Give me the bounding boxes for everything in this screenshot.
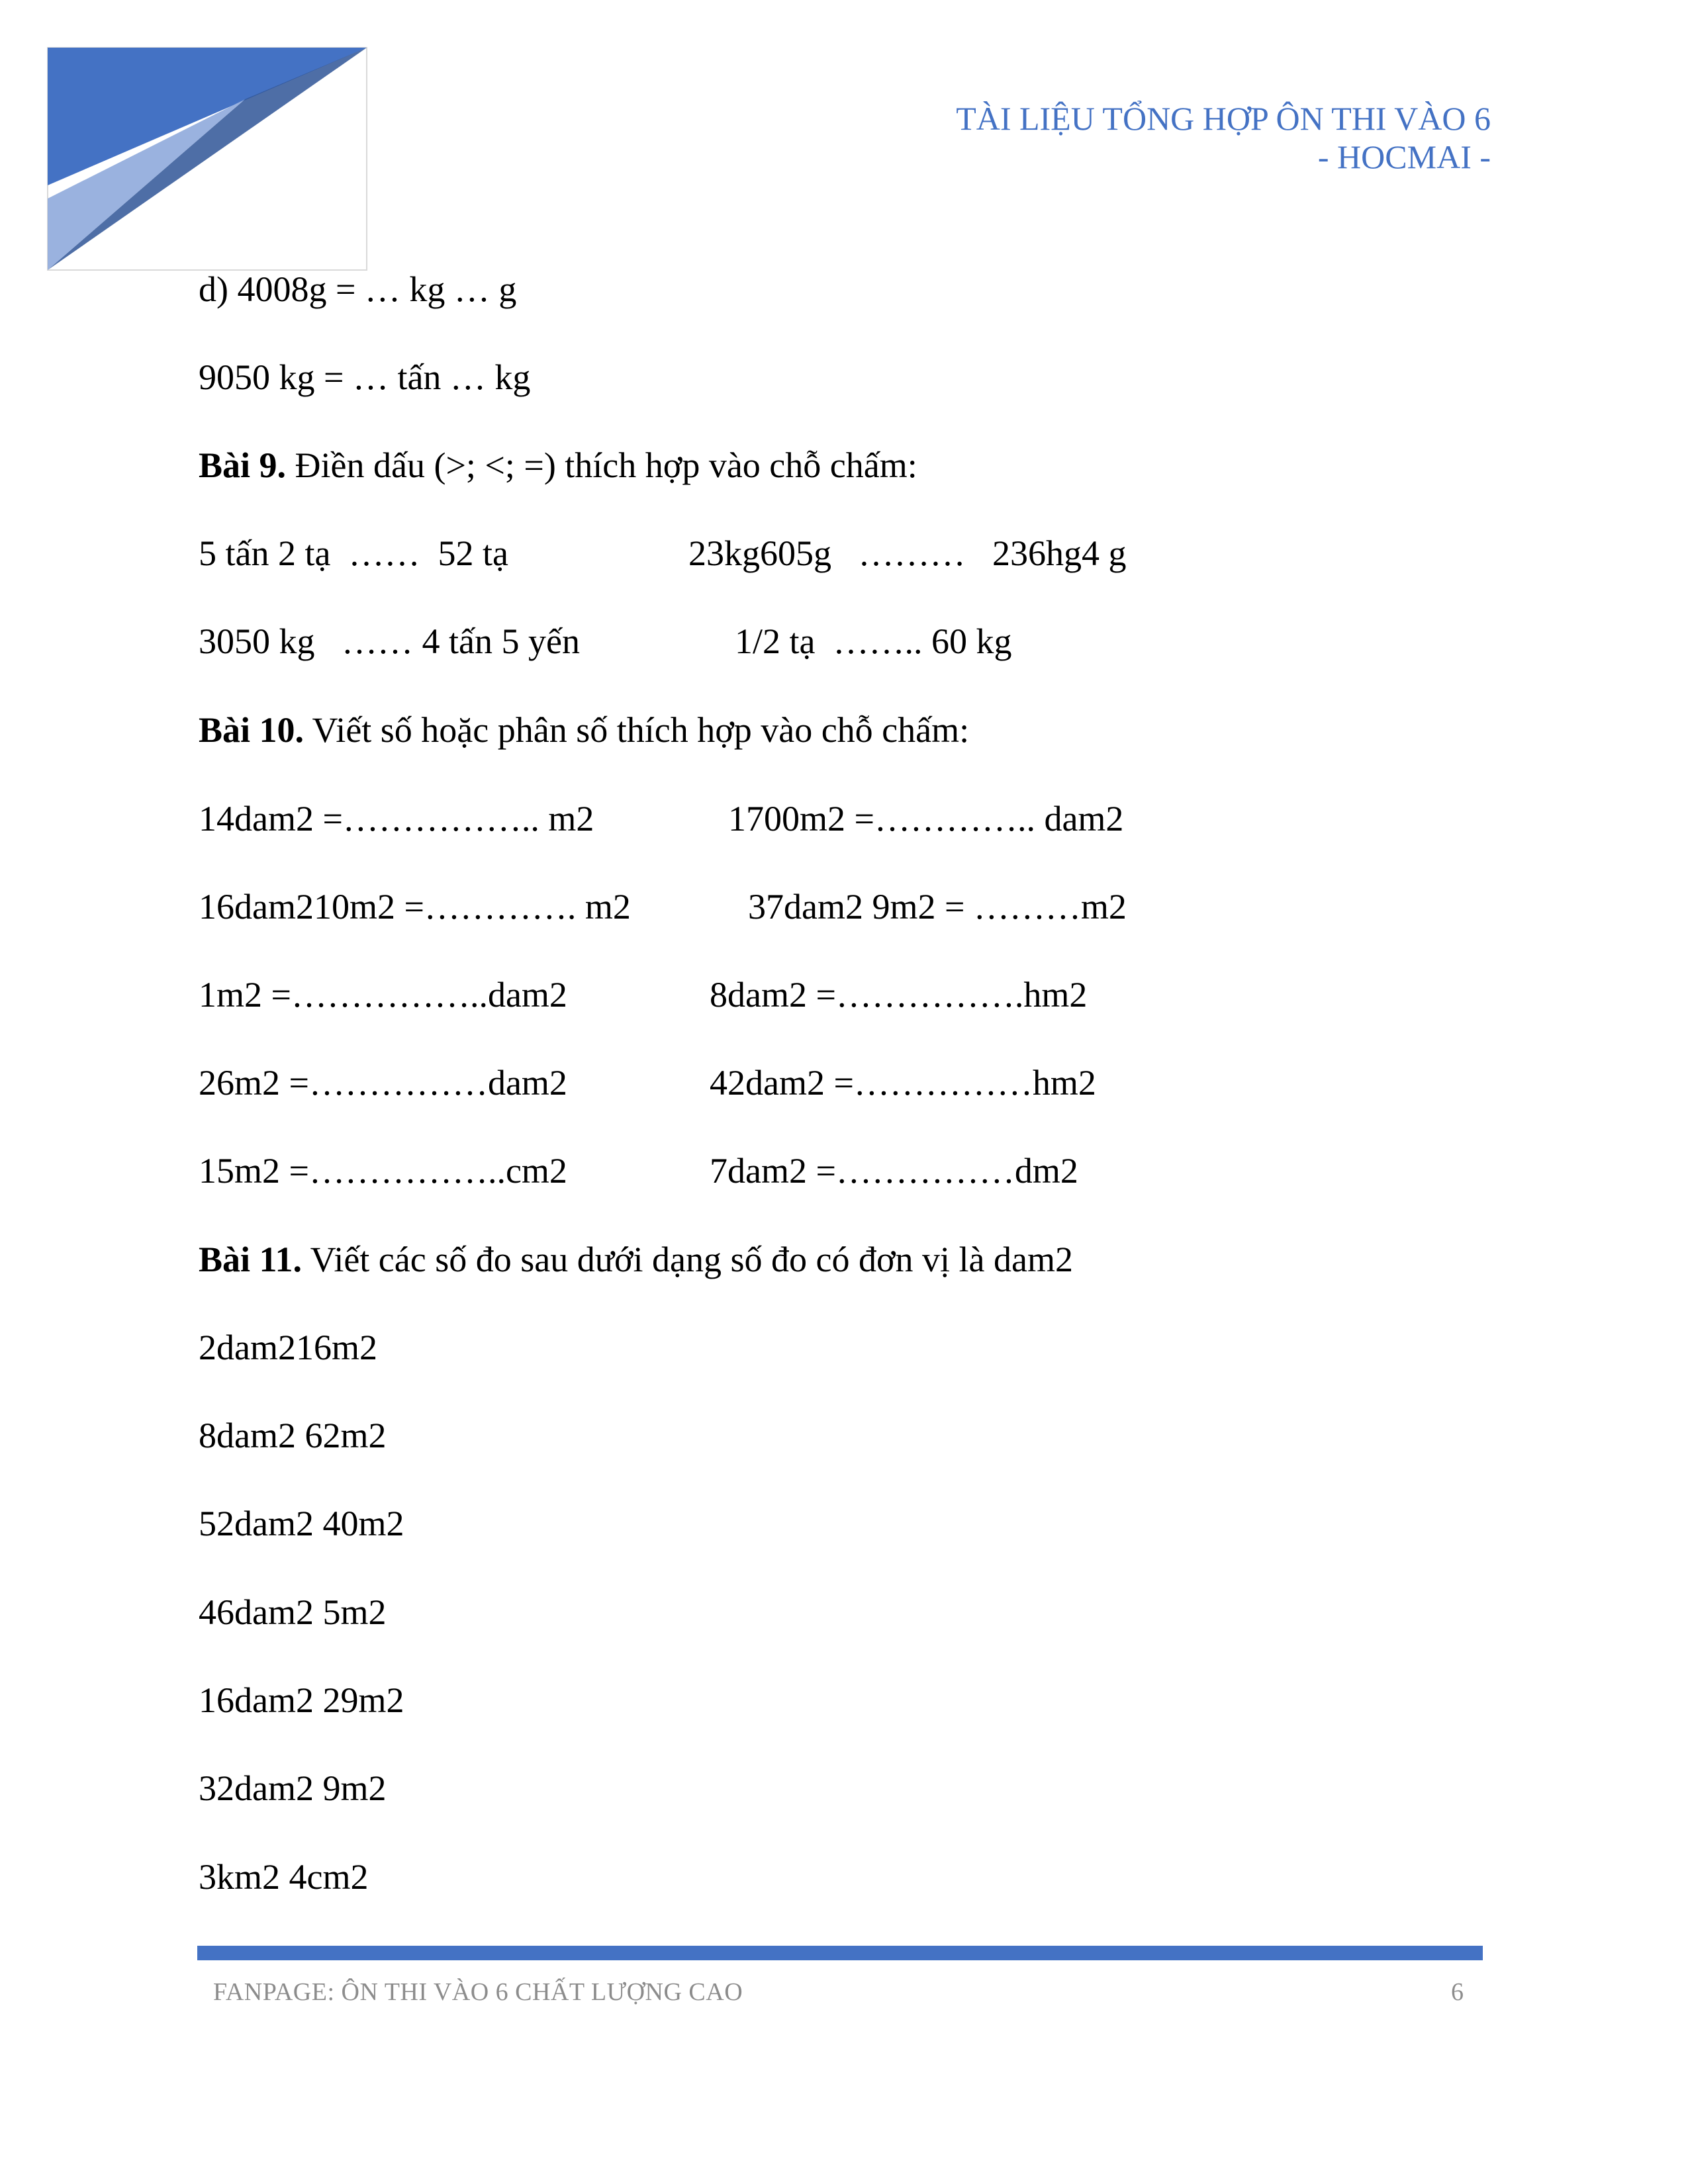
bai9-heading (199, 444, 917, 486)
bai9-row2-right: 1/2 tạ …….. 60 kg (735, 621, 1012, 661)
bai11-item: 16dam2 29m2 (199, 1680, 404, 1720)
bai11-text: Viết các số đo sau dưới dạng số đo có đơn vị là dam2 (302, 1240, 1073, 1279)
bai11-item: 46dam2 5m2 (199, 1592, 387, 1632)
bai9-text: Điền dấu (>; <; =) thích hợp vào chỗ chấm: (286, 445, 917, 485)
footer-fanpage: FANPAGE: ÔN THI VÀO 6 CHẤT LƯỢNG CAO (213, 1978, 743, 2006)
bai11-item: 32dam2 9m2 (199, 1768, 387, 1808)
bai11-item: 52dam2 40m2 (199, 1504, 404, 1543)
bai10-row1-left: 14dam2 =…………….. m2 (199, 799, 594, 839)
page-number: 6 (1451, 1978, 1464, 2006)
bai11-heading (199, 1238, 1073, 1281)
bai11-title: Bài 11. (199, 1240, 303, 1279)
bai9-title: Bài 9. (199, 445, 287, 485)
bai10-text: Viết số hoặc phân số thích hợp vào chỗ chấm: (304, 710, 970, 750)
bai10-row3-left: 1m2 =……………..dam2 (199, 975, 567, 1015)
bai11-item: 8dam2 62m2 (199, 1416, 387, 1455)
bai9-row1-right: 23kg605g ……… 236hg4 g (688, 533, 1127, 573)
bai10-row4-right: 42dam2 =……………hm2 (710, 1063, 1096, 1103)
line-kg-tan: 9050 kg = … tấn … kg (199, 357, 531, 397)
bai9-row2-left: 3050 kg …… 4 tấn 5 yến (199, 621, 580, 661)
bai11-item: 2dam216m2 (199, 1328, 377, 1367)
footer-bar (197, 1946, 1483, 1960)
bai10-row2-left: 16dam210m2 =…………. m2 (199, 887, 631, 927)
bai9-row1-left: 5 tấn 2 tạ …… 52 tạ (199, 533, 508, 573)
bai10-row5-left: 15m2 =……………..cm2 (199, 1151, 567, 1191)
bai11-item: 3km2 4cm2 (199, 1857, 369, 1897)
bai10-row5-right: 7dam2 =……………dm2 (710, 1151, 1078, 1191)
bai10-row2-right: 37dam2 9m2 = ………m2 (748, 887, 1127, 927)
bai10-heading (199, 709, 969, 751)
line-d-item: d) 4008g = … kg … g (199, 269, 517, 309)
document-header (956, 99, 1491, 176)
bai10-row1-right: 1700m2 =………….. dam2 (728, 799, 1124, 839)
header-title: TÀI LIỆU TỔNG HỢP ÔN THI VÀO 6 (956, 100, 1491, 137)
bai10-title: Bài 10. (199, 710, 305, 750)
header-subtitle: - HOCMAI - (1317, 138, 1491, 175)
bai10-row3-right: 8dam2 =…………….hm2 (710, 975, 1088, 1015)
bai10-row4-left: 26m2 =……………dam2 (199, 1063, 567, 1103)
